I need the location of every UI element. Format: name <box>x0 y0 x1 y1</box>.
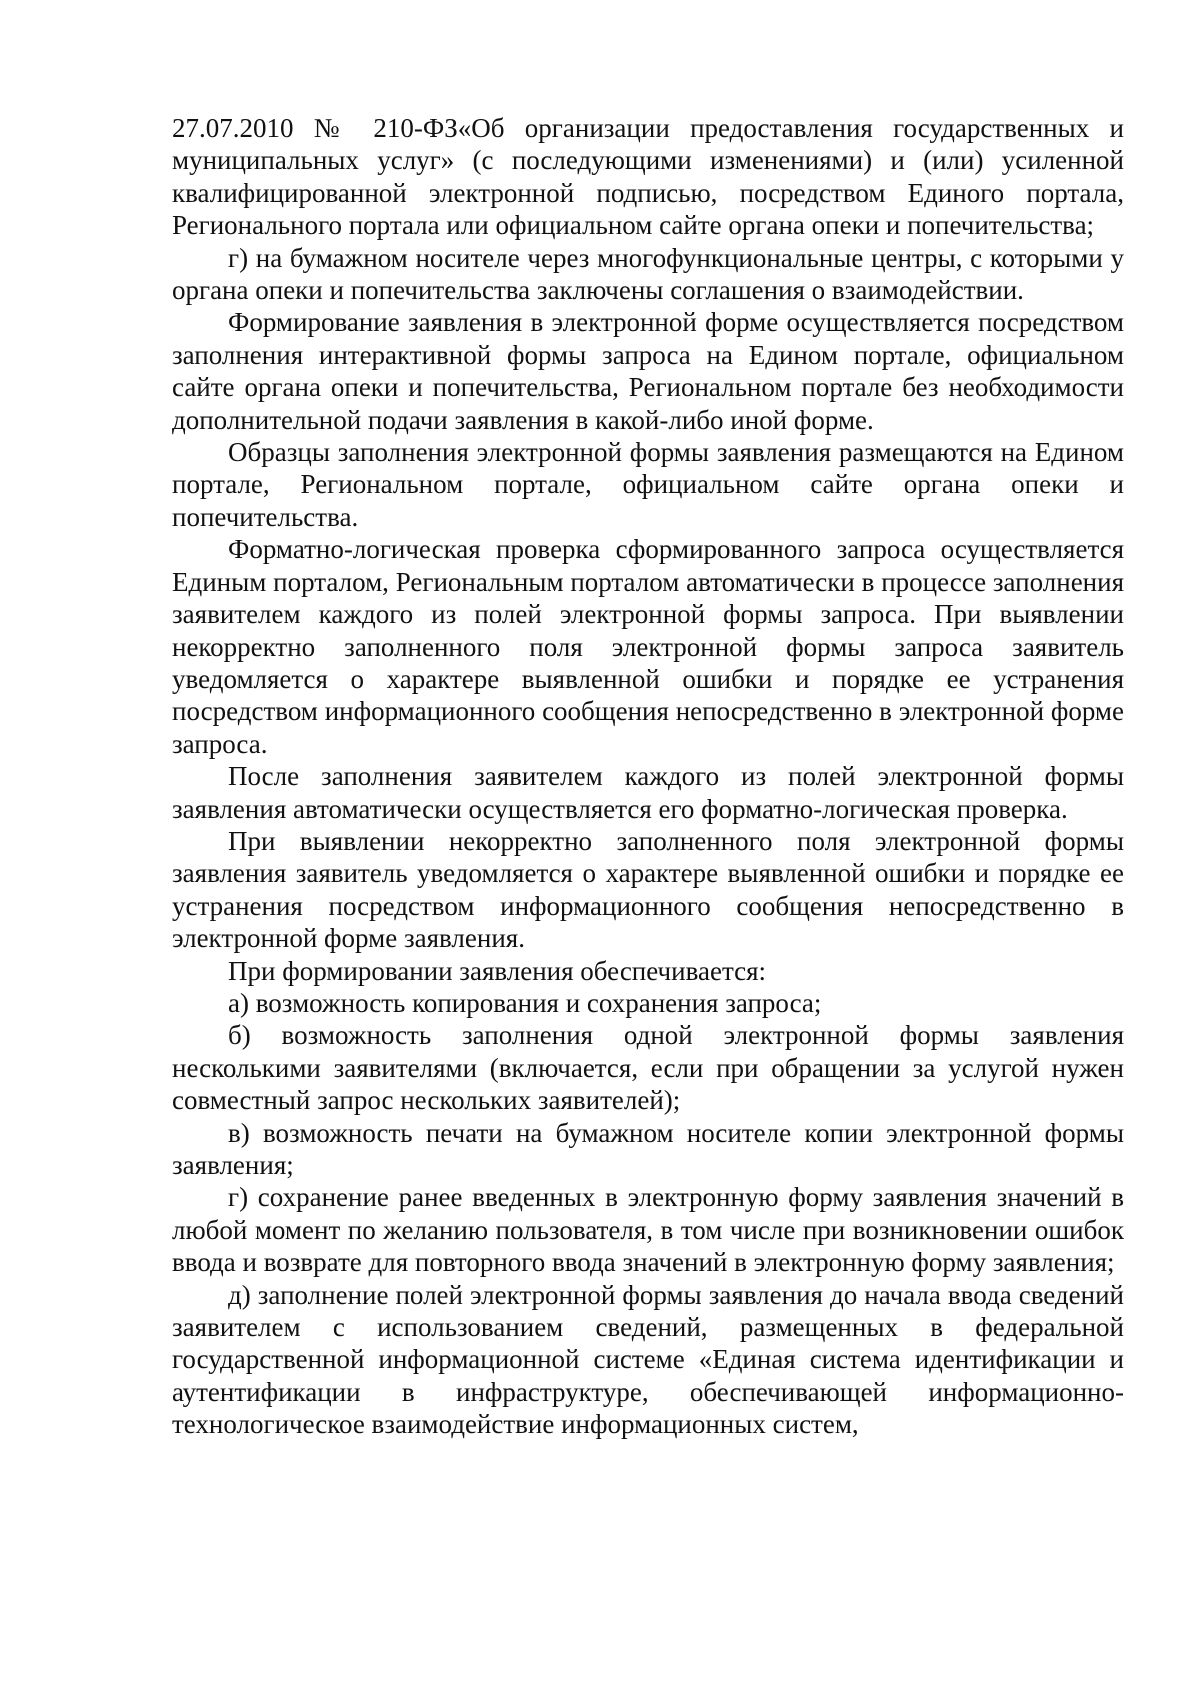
list-item-a: а) возможность копирования и сохранения запроса; <box>228 987 822 1018</box>
list-item-v: в) возможность печати на бумажном носителе копии электронной формы заявления; <box>172 1117 1124 1180</box>
paragraph-form-creation: Формирование заявления в электронной форме осуществляется посредством заполнения интерактивной формы запроса на Едином портале, официальном сайте органа опеки и попечительства, Региональном портале без необходимости дополнительной подачи заявления в какой-либо иной форме. <box>172 307 1124 435</box>
paragraph-provides-heading: При формировании заявления обеспечивается: <box>228 955 766 986</box>
paragraph-after-filling: После заполнения заявителем каждого из полей электронной формы заявления автоматически осуществляется его форматно-логическая проверка. <box>172 761 1124 824</box>
paragraph-law-reference: 27.07.2010 № 210-ФЗ«Об организации предоставления государственных и муниципальных услуг» (с последующими изменениями) и (или) усиленной квалифицированной электронной подписью, посредством Единого портала, Регионального портала или официальном сайте органа опеки и попечительства; <box>172 113 1124 241</box>
list-item-g: г) сохранение ранее введенных в электронную форму заявления значений в любой момент по желанию пользователя, в том числе при возникновении ошибок ввода и возврате для повторного ввода значений в электронную форму заявления; <box>172 1182 1124 1278</box>
document-body <box>172 112 1124 1441</box>
list-item-d: д) заполнение полей электронной формы заявления до начала ввода сведений заявителем с использованием сведений, размещенных в федеральной государственной информационной системе «Единая система идентификации и аутентификации в инфраструктуре, обеспечивающей информационно-технологическое взаимодействие информационных систем, <box>172 1279 1124 1440</box>
paragraph-form-samples: Образцы заполнения электронной формы заявления размещаются на Едином портале, Региональном портале, официальном сайте органа опеки и попечительства. <box>172 437 1124 532</box>
paragraph-error-notice: При выявлении некорректно заполненного поля электронной формы заявления заявитель уведомляется о характере выявленной ошибки и порядке ее устранения посредством информационного сообщения непосредственно в электронной форме заявления. <box>172 825 1124 954</box>
paragraph-item-g-mfc: г) на бумажном носителе через многофункциональные центры, с которыми у органа опеки и попечительства заключены соглашения о взаимодействии. <box>172 242 1124 306</box>
list-item-b: б) возможность заполнения одной электронной формы заявления несколькими заявителями (включается, если при обращении за услугой нужен совместный запрос нескольких заявителей); <box>172 1020 1124 1116</box>
paragraph-format-check: Форматно-логическая проверка сформированного запроса осуществляется Единым порталом, Региональным порталом автоматически в процессе заполнения заявителем каждого из полей электронной формы запроса. При выявлении некорректно заполненного поля электронной формы запроса заявитель уведомляется о характере выявленной ошибки и порядке ее устранения посредством информационного сообщения непосредственно в электронной форме запроса. <box>172 534 1124 759</box>
